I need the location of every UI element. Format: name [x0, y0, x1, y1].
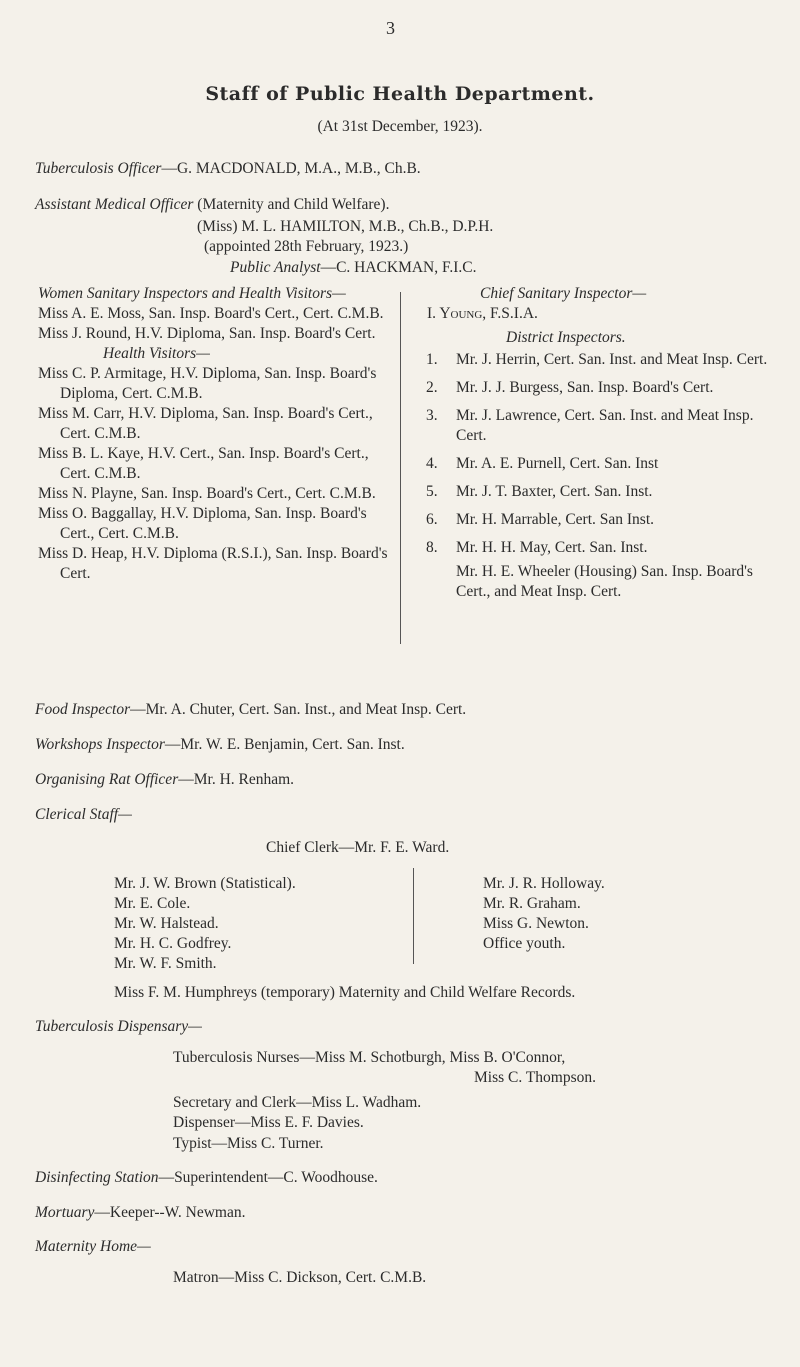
- food-inspector-value: —Mr. A. Chuter, Cert. San. Inst., and Meat Insp. Cert.: [130, 701, 467, 718]
- dispensary-nurses: Tuberculosis Nurses—Miss M. Schotburgh, Miss B. O'Connor,: [173, 1049, 566, 1066]
- assistant-medical-officer-name: (Miss) M. L. HAMILTON, M.B., Ch.B., D.P.H.: [197, 218, 494, 235]
- column-divider: [400, 292, 401, 644]
- right-column: [414, 284, 784, 602]
- page-subtitle: (At 31st December, 1923).: [317, 118, 483, 135]
- health-visitor-item: Miss N. Playne, San. Insp. Board's Cert., Cert. C.M.B.: [38, 485, 376, 502]
- assistant-medical-officer-value: (Maternity and Child Welfare).: [197, 196, 390, 213]
- clerical-heading: Clerical Staff—: [35, 806, 132, 823]
- dispensary-nurses-cont: Miss C. Thompson.: [474, 1069, 597, 1086]
- food-inspector-line: [35, 701, 466, 719]
- public-analyst-line: [230, 259, 477, 277]
- dispensary-typist: Typist—Miss C. Turner.: [173, 1135, 324, 1152]
- mortuary-line: [35, 1204, 245, 1222]
- clerk-item: Mr. E. Cole.: [114, 895, 191, 912]
- tuberculosis-officer-label: Tuberculosis Officer: [35, 160, 162, 177]
- dispensary-heading: Tuberculosis Dispensary—: [35, 1018, 202, 1035]
- disinfecting-line: [35, 1169, 378, 1187]
- left-column: [38, 284, 398, 584]
- mortuary-label: Mortuary: [35, 1204, 95, 1221]
- clerk-item: Mr. J. W. Brown (Statistical).: [114, 875, 296, 892]
- workshops-inspector-label: Workshops Inspector: [35, 736, 165, 753]
- temporary-clerk: Miss F. M. Humphreys (temporary) Maternity and Child Welfare Records.: [114, 984, 576, 1001]
- clerical-divider: [413, 868, 414, 964]
- health-visitor-item: Miss B. L. Kaye, H.V. Cert., San. Insp. Board's Cert., Cert. C.M.B.: [38, 445, 369, 482]
- chief-clerk: Chief Clerk—Mr. F. E. Ward.: [266, 839, 450, 856]
- district-inspector-item: 1. Mr. J. Herrin, Cert. San. Inst. and Meat Insp. Cert.: [426, 351, 768, 368]
- health-visitors-heading: Health Visitors—: [103, 345, 210, 362]
- workshops-inspector-line: [35, 736, 405, 754]
- women-inspector-item: Miss A. E. Moss, San. Insp. Board's Cert., Cert. C.M.B.: [38, 305, 384, 322]
- district-inspector-item: 5. Mr. J. T. Baxter, Cert. San. Inst.: [426, 483, 653, 500]
- rat-officer-line: [35, 771, 294, 789]
- women-inspectors-heading: Women Sanitary Inspectors and Health Visitors—: [38, 285, 346, 302]
- district-inspectors-heading: District Inspectors.: [506, 329, 626, 346]
- workshops-inspector-value: —Mr. W. E. Benjamin, Cert. San. Inst.: [164, 736, 405, 753]
- food-inspector-label: Food Inspector: [35, 701, 131, 718]
- maternity-home-heading: Maternity Home—: [35, 1238, 151, 1255]
- page-title: Staff of Public Health Department.: [205, 83, 595, 105]
- assistant-medical-officer-label: Assistant Medical Officer: [35, 196, 194, 213]
- public-analyst-value: —C. HACKMAN, F.I.C.: [320, 259, 477, 276]
- clerk-item: Office youth.: [483, 935, 566, 952]
- chief-sanitary-name: I. Young, F.S.I.A.: [427, 305, 538, 322]
- disinfecting-value: —Superintendent—C. Woodhouse.: [158, 1169, 378, 1186]
- district-inspector-item: 3. Mr. J. Lawrence, Cert. San. Inst. and Meat Insp. Cert.: [426, 407, 754, 444]
- clerk-item: Mr. W. F. Smith.: [114, 955, 217, 972]
- clerk-item: Mr. H. C. Godfrey.: [114, 935, 232, 952]
- clerk-item: Mr. W. Halstead.: [114, 915, 219, 932]
- clerical-left-list: [114, 874, 394, 974]
- clerk-item: Mr. J. R. Holloway.: [483, 875, 605, 892]
- health-visitor-item: Miss C. P. Armitage, H.V. Diploma, San. Insp. Board's Diploma, Cert. C.M.B.: [38, 365, 377, 402]
- rat-officer-value: —Mr. H. Renham.: [178, 771, 295, 788]
- assistant-medical-officer-line: [35, 196, 389, 214]
- health-visitor-item: Miss D. Heap, H.V. Diploma (R.S.I.), San. Insp. Board's Cert.: [38, 545, 388, 582]
- assistant-medical-officer-note: (appointed 28th February, 1923.): [204, 238, 409, 255]
- clerical-right-list: [483, 874, 743, 954]
- clerk-item: Miss G. Newton.: [483, 915, 589, 932]
- health-visitor-item: Miss O. Baggallay, H.V. Diploma, San. Insp. Board's Cert., Cert. C.M.B.: [38, 505, 367, 542]
- mortuary-value: —Keeper--W. Newman.: [94, 1204, 246, 1221]
- public-analyst-label: Public Analyst: [230, 259, 321, 276]
- district-inspector-item: 6. Mr. H. Marrable, Cert. San Inst.: [426, 511, 655, 528]
- disinfecting-label: Disinfecting Station: [35, 1169, 159, 1186]
- page-number: 3: [386, 18, 395, 38]
- rat-officer-label: Organising Rat Officer: [35, 771, 179, 788]
- district-inspector-item: 2. Mr. J. J. Burgess, San. Insp. Board's Cert.: [426, 379, 714, 396]
- dispensary-dispenser: Dispenser—Miss E. F. Davies.: [173, 1114, 364, 1131]
- district-inspector-item: Mr. H. E. Wheeler (Housing) San. Insp. Board's Cert., and Meat Insp. Cert.: [456, 563, 753, 600]
- maternity-home-matron: Matron—Miss C. Dickson, Cert. C.M.B.: [173, 1269, 427, 1286]
- district-inspector-item: 4. Mr. A. E. Purnell, Cert. San. Inst: [426, 455, 659, 472]
- chief-sanitary-heading: Chief Sanitary Inspector—: [480, 285, 647, 302]
- district-inspector-item: 8. Mr. H. H. May, Cert. San. Inst.: [426, 539, 648, 556]
- district-inspectors-list: [414, 350, 784, 602]
- tuberculosis-officer-line: [35, 160, 421, 178]
- dispensary-secretary: Secretary and Clerk—Miss L. Wadham.: [173, 1094, 422, 1111]
- clerk-item: Mr. R. Graham.: [483, 895, 581, 912]
- health-visitor-item: Miss M. Carr, H.V. Diploma, San. Insp. Board's Cert., Cert. C.M.B.: [38, 405, 373, 442]
- tuberculosis-officer-value: —G. MACDONALD, M.A., M.B., Ch.B.: [161, 160, 421, 177]
- women-inspector-item: Miss J. Round, H.V. Diploma, San. Insp. Board's Cert.: [38, 325, 376, 342]
